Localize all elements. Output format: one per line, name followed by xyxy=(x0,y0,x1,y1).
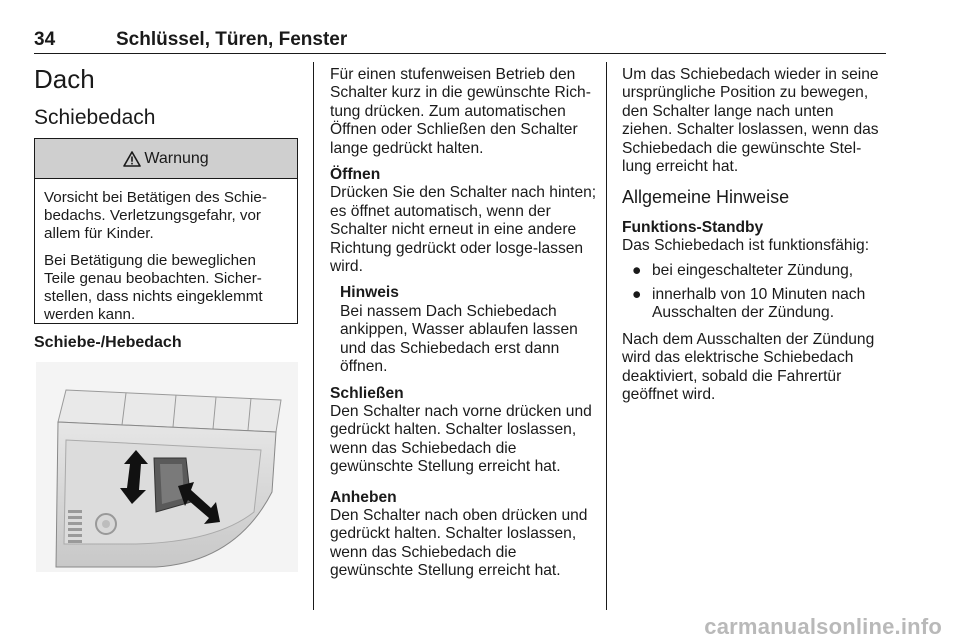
note-block xyxy=(330,284,598,376)
list-item: ● innerhalb von 10 Minuten nach Ausschalten der Zündung. xyxy=(632,286,866,322)
warning-box xyxy=(34,138,298,324)
header-rule xyxy=(34,53,886,54)
open-text: Drücken Sie den Schalter nach hinten; es öffnet automatisch, wenn der Schalter nicht erneut in eine andere Richtung gedrückt oder losge-lassen wird. xyxy=(330,184,597,276)
column-divider-2 xyxy=(606,62,607,610)
note-heading: Hinweis xyxy=(340,284,399,302)
standby-heading: Funktions-Standby xyxy=(622,218,764,236)
overhead-console-drawing xyxy=(36,362,298,572)
section-heading-schiebe-hebedach: Schiebe-/Hebedach xyxy=(34,334,182,351)
list-item: ● bei eingeschalteter Zündung, xyxy=(632,261,854,279)
raise-text: Den Schalter nach oben drücken und gedrückt halten. Schalter loslassen, wenn das Schiebedach die gewünschte Stellung erreicht hat. xyxy=(330,506,588,580)
subsection-heading-schiebedach: Schiebedach xyxy=(34,106,156,129)
column-divider-1 xyxy=(313,62,314,610)
close-text: Den Schalter nach vorne drücken und gedrückt halten. Schalter loslassen, wenn das Schiebedach die gewünschte Stellung erreicht hat. xyxy=(330,402,592,476)
chapter-title: Schlüssel, Türen, Fenster xyxy=(116,29,348,50)
raise-heading: Anheben xyxy=(330,488,397,506)
after-text: Nach dem Ausschalten der Zündung wird das elektrische Schiebedach deaktiviert, sobald die Fahrertür geöffnet wird. xyxy=(622,330,875,404)
warning-title: Warnung xyxy=(144,149,209,167)
warning-header xyxy=(35,139,297,179)
open-heading: Öffnen xyxy=(330,166,381,184)
note-text: Bei nassem Dach Schiebedach ankippen, Wasser ablaufen lassen und das Schiebedach erst dann öffnen. xyxy=(340,302,578,376)
standby-bullets xyxy=(622,262,888,323)
warning-text-1: Vorsicht bei Betätigen des Schie-bedachs. Verletzungsgefahr, vor allem für Kinder. xyxy=(44,189,267,243)
watermark: carmanualsonline.info xyxy=(704,614,942,639)
column-3 xyxy=(622,66,888,413)
close-heading: Schließen xyxy=(330,384,404,402)
roof-switch-illustration xyxy=(36,362,298,572)
return-text: Um das Schiebedach wieder in seine ursprüngliche Position zu bewegen, den Schalter lange nach unten ziehen. Schalter loslassen, wenn das Schiebedach die gewünschte Stel-lung erreicht hat. xyxy=(622,66,879,176)
warning-text-2: Bei Betätigung die beweglichen Teile genau beobachten. Sicher-stellen, dass nichts eingeklemmt werden kann. xyxy=(44,251,263,324)
page-number: 34 xyxy=(34,29,56,50)
warning-triangle-icon xyxy=(123,151,141,167)
intro-text: Für einen stufenweisen Betrieb den Schalter kurz in die gewünschte Rich-tung drücken. Zum automatischen Öffnen oder Schließen den Schalter lange gedrückt halten. xyxy=(330,66,591,157)
column-2 xyxy=(330,66,598,589)
section-heading-dach: Dach xyxy=(34,64,95,94)
standby-text: Das Schiebedach ist funktionsfähig: xyxy=(622,237,870,255)
general-notes-heading: Allgemeine Hinweise xyxy=(622,187,790,208)
